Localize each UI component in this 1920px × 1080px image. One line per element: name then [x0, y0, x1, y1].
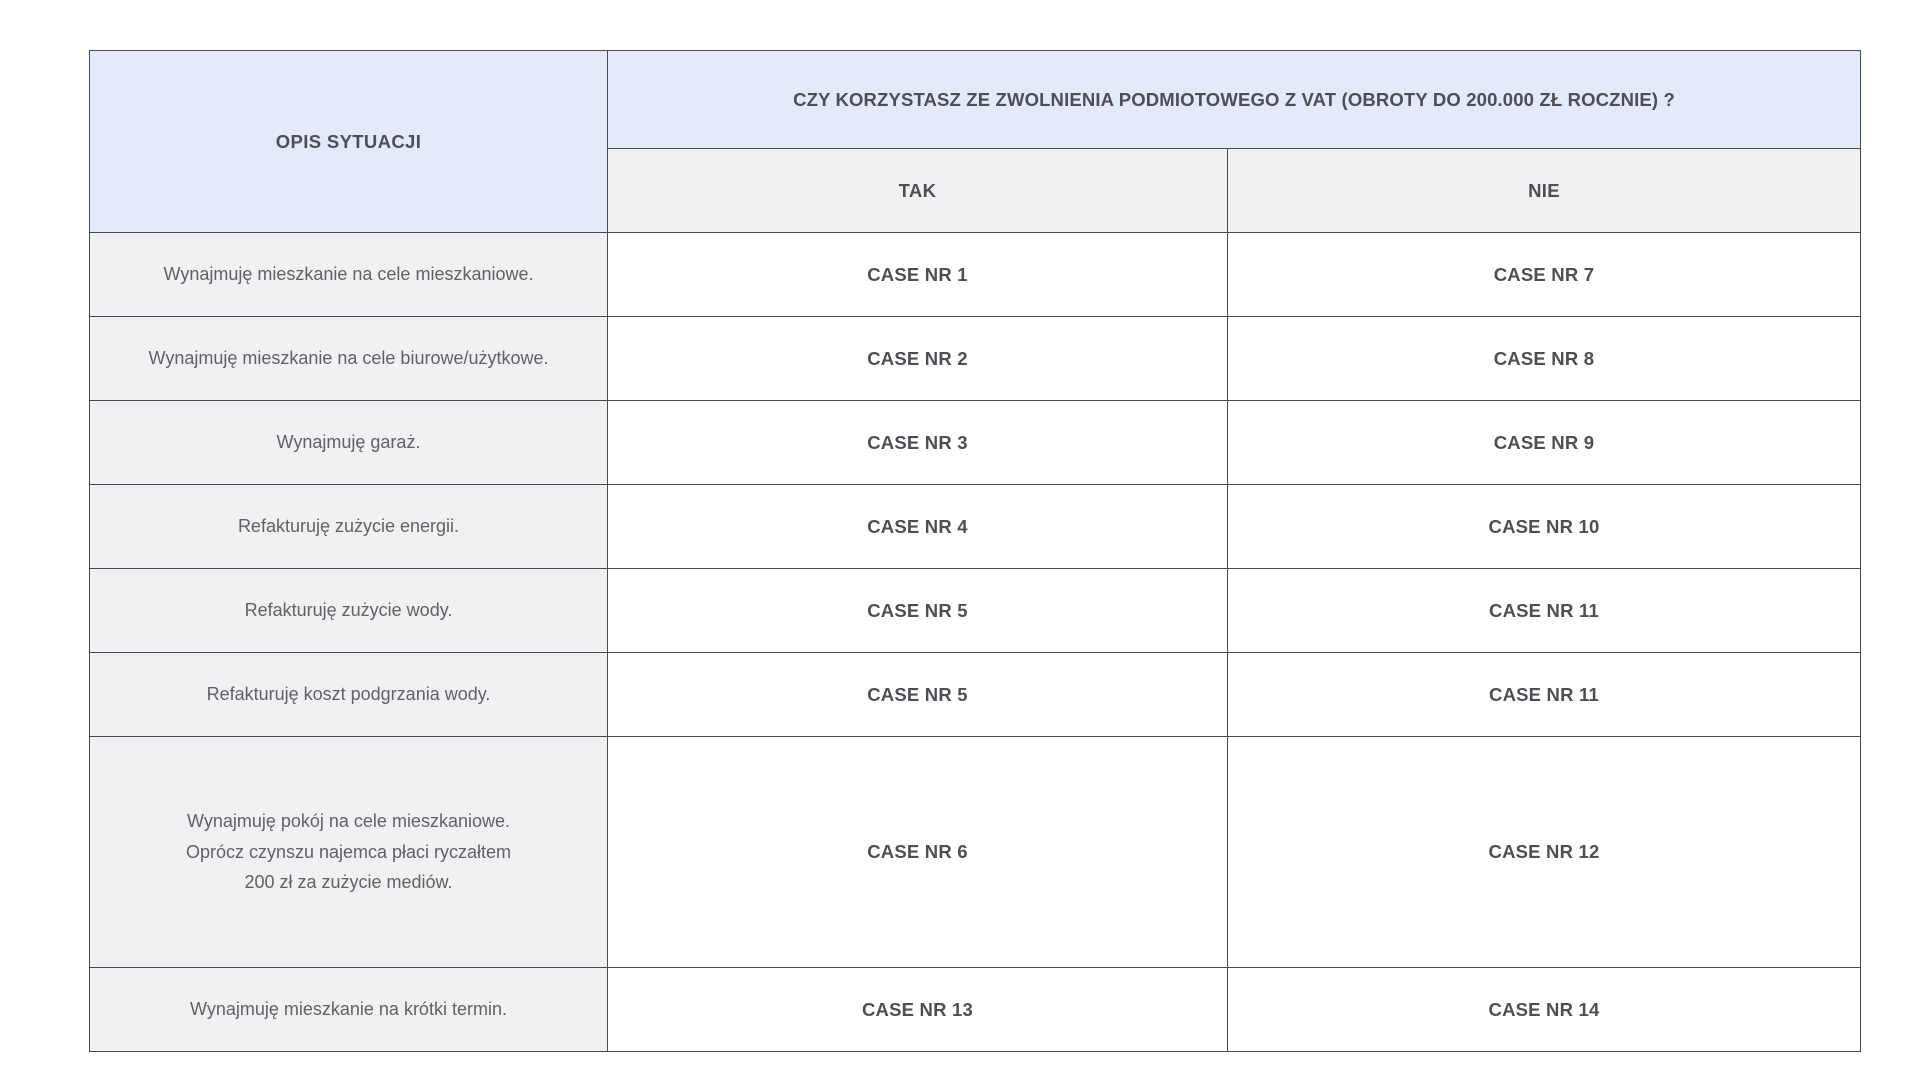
- row-description: [90, 968, 608, 1052]
- table-row: [90, 737, 1861, 968]
- row-case-yes: CASE NR 1: [608, 233, 1228, 317]
- header-question: CZY KORZYSTASZ ZE ZWOLNIENIA PODMIOTOWEGO Z VAT (OBROTY DO 200.000 ZŁ ROCZNIE) ?: [608, 51, 1861, 149]
- table-body: [90, 233, 1861, 1052]
- row-description: [90, 401, 608, 485]
- table-row: [90, 317, 1861, 401]
- row-case-yes: CASE NR 4: [608, 485, 1228, 569]
- table-row: [90, 401, 1861, 485]
- table-header: [90, 51, 1861, 233]
- row-case-yes: CASE NR 3: [608, 401, 1228, 485]
- table-row: [90, 653, 1861, 737]
- row-case-no: CASE NR 9: [1228, 401, 1861, 485]
- row-case-no: CASE NR 11: [1228, 653, 1861, 737]
- row-description: [90, 737, 608, 968]
- row-case-yes: CASE NR 2: [608, 317, 1228, 401]
- description-line: Wynajmuję mieszkanie na cele biurowe/użytkowe.: [148, 348, 549, 369]
- header-answer-yes: TAK: [608, 149, 1228, 233]
- description-line: Refakturuję zużycie energii.: [237, 516, 460, 537]
- row-case-yes: CASE NR 13: [608, 968, 1228, 1052]
- description-line: Oprócz czynszu najemca płaci ryczałtem: [185, 841, 512, 862]
- description-line: Refakturuję zużycie wody.: [244, 600, 453, 621]
- header-description-column: OPIS SYTUACJI: [90, 51, 608, 233]
- row-case-no: CASE NR 11: [1228, 569, 1861, 653]
- row-case-yes: CASE NR 5: [608, 569, 1228, 653]
- row-description: [90, 653, 608, 737]
- row-description: [90, 233, 608, 317]
- table-row: [90, 485, 1861, 569]
- row-case-no: CASE NR 14: [1228, 968, 1861, 1052]
- row-description: [90, 485, 608, 569]
- description-line: Refakturuję koszt podgrzania wody.: [206, 684, 491, 705]
- row-description: [90, 569, 608, 653]
- table-row: [90, 233, 1861, 317]
- row-case-no: CASE NR 8: [1228, 317, 1861, 401]
- table-row: [90, 569, 1861, 653]
- row-description: [90, 317, 608, 401]
- row-case-yes: CASE NR 6: [608, 737, 1228, 968]
- description-line: 200 zł za zużycie mediów.: [244, 872, 453, 893]
- table-row: [90, 968, 1861, 1052]
- description-line: Wynajmuję garaż.: [276, 432, 421, 453]
- description-line: Wynajmuję mieszkanie na cele mieszkaniowe.: [163, 264, 534, 285]
- row-case-no: CASE NR 12: [1228, 737, 1861, 968]
- header-answer-no: NIE: [1228, 149, 1861, 233]
- description-line: Wynajmuję pokój na cele mieszkaniowe.: [187, 810, 510, 831]
- vat-exemption-table: [89, 50, 1861, 1052]
- row-case-no: CASE NR 10: [1228, 485, 1861, 569]
- header-row-question: [90, 51, 1861, 149]
- row-case-yes: CASE NR 5: [608, 653, 1228, 737]
- vat-table-container: [89, 50, 1860, 1052]
- description-line: Wynajmuję mieszkanie na krótki termin.: [190, 999, 507, 1020]
- row-case-no: CASE NR 7: [1228, 233, 1861, 317]
